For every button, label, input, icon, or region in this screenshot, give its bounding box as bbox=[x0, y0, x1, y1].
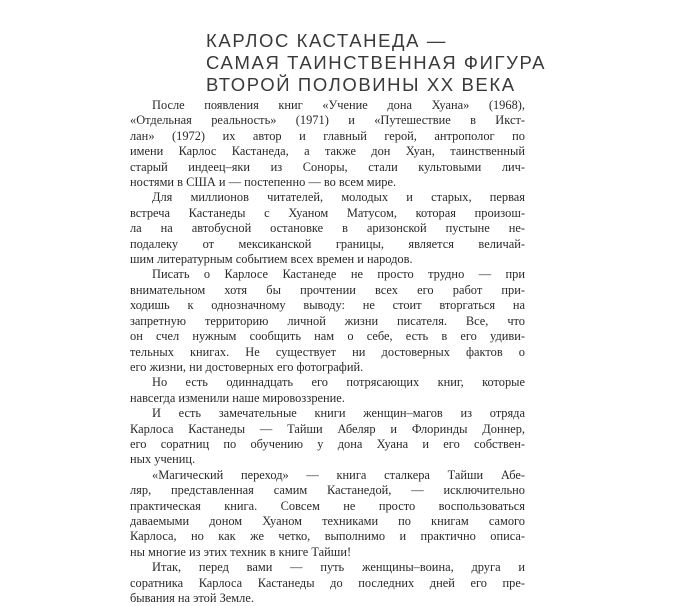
text-line: подалеку от мексиканской границы, является величай- bbox=[130, 236, 525, 251]
paragraph bbox=[130, 560, 525, 606]
text-line: навсегда изменили наше мировоззрение. bbox=[130, 390, 345, 405]
text-line: встреча Кастанеды с Хуаном Матусом, которая произош- bbox=[130, 205, 525, 220]
paragraph bbox=[130, 375, 525, 406]
text-line: Итак, перед вами — путь женщины–воина, друга и bbox=[152, 560, 525, 575]
text-line: внимательном хотя бы прочтении всех его работ при- bbox=[130, 282, 525, 297]
text-line: ных учениц. bbox=[130, 452, 196, 467]
text-line: Карлоса Кастанеды — Тайши Абеляр и Флоринды Доннер, bbox=[130, 421, 525, 436]
paragraph bbox=[130, 98, 525, 190]
text-line: имени Карлос Кастанеда, а также дон Хуан, таинственный bbox=[130, 144, 525, 159]
chapter-title-line: САМАЯ ТАИНСТВЕННАЯ ФИГУРА bbox=[206, 52, 547, 73]
text-line: И есть замечательные книги женщин–магов из отряда bbox=[152, 406, 525, 421]
text-line: ла на автобусной остановке в аризонской пустыне не- bbox=[130, 221, 525, 236]
text-line: После появления книг «Учение дона Хуана» (1968), bbox=[152, 98, 525, 112]
paragraph bbox=[130, 468, 525, 560]
text-line: «Отдельная реальность» (1971) и «Путешествие в Икст- bbox=[130, 113, 525, 128]
text-line: Но есть одиннадцать его потрясающих книг, которые bbox=[152, 375, 525, 390]
text-line: его жизни, ни достоверных его фотографий. bbox=[130, 359, 364, 374]
body-text bbox=[130, 98, 525, 606]
text-line: Писать о Карлосе Кастанеде не просто трудно — при bbox=[152, 267, 525, 282]
paragraph bbox=[130, 267, 525, 375]
text-line: лан» (1972) их автор и главный герой, антрополог по bbox=[130, 128, 525, 143]
text-line: ностями в США и — постепенно — во всем мире. bbox=[130, 175, 397, 190]
text-line: он счел нужным сообщить нам о себе, есть в его удиви- bbox=[130, 329, 525, 344]
text-line: Для миллионов читателей, молодых и старых, первая bbox=[152, 190, 525, 205]
text-line: Карлоса, но как же четко, выполнимо и практично описа- bbox=[130, 529, 525, 544]
chapter-title bbox=[206, 30, 547, 96]
text-line: шим литературным событием всех времен и народов. bbox=[130, 252, 413, 267]
text-line: запретную территорию личной жизни писателя. Все, что bbox=[130, 313, 525, 328]
text-line: соратника Карлоса Кастанеды до последних дней его пре- bbox=[130, 575, 525, 590]
text-line: старый индеец–яки из Соноры, стали культовыми лич- bbox=[130, 159, 525, 174]
text-line: ляр, представленная самим Кастанедой, — исключительно bbox=[130, 483, 525, 498]
text-line: даваемыми доном Хуаном техниками по книгам самого bbox=[130, 513, 525, 528]
text-line: его соратниц по обучению у дона Хуана и его собствен- bbox=[130, 436, 525, 451]
chapter-title-line: КАРЛОС КАСТАНЕДА — bbox=[206, 30, 447, 51]
paragraph bbox=[130, 406, 525, 468]
text-line: «Магический переход» — книга сталкера Тайши Абе- bbox=[152, 467, 525, 482]
text-line: тельных книгах. Не существует ни достоверных фактов о bbox=[130, 344, 525, 359]
text-line: ны многие из этих техник в книге Тайши! bbox=[130, 544, 352, 559]
text-line: ходишь к однозначному выводу: не стоит вторгаться на bbox=[130, 298, 525, 313]
text-line: практическая книга. Совсем не просто воспользоваться bbox=[130, 498, 525, 513]
chapter-title-line: ВТОРОЙ ПОЛОВИНЫ XX ВЕКА bbox=[206, 74, 516, 95]
text-line: бывания на этой Земле. bbox=[130, 591, 254, 605]
paragraph bbox=[130, 190, 525, 267]
